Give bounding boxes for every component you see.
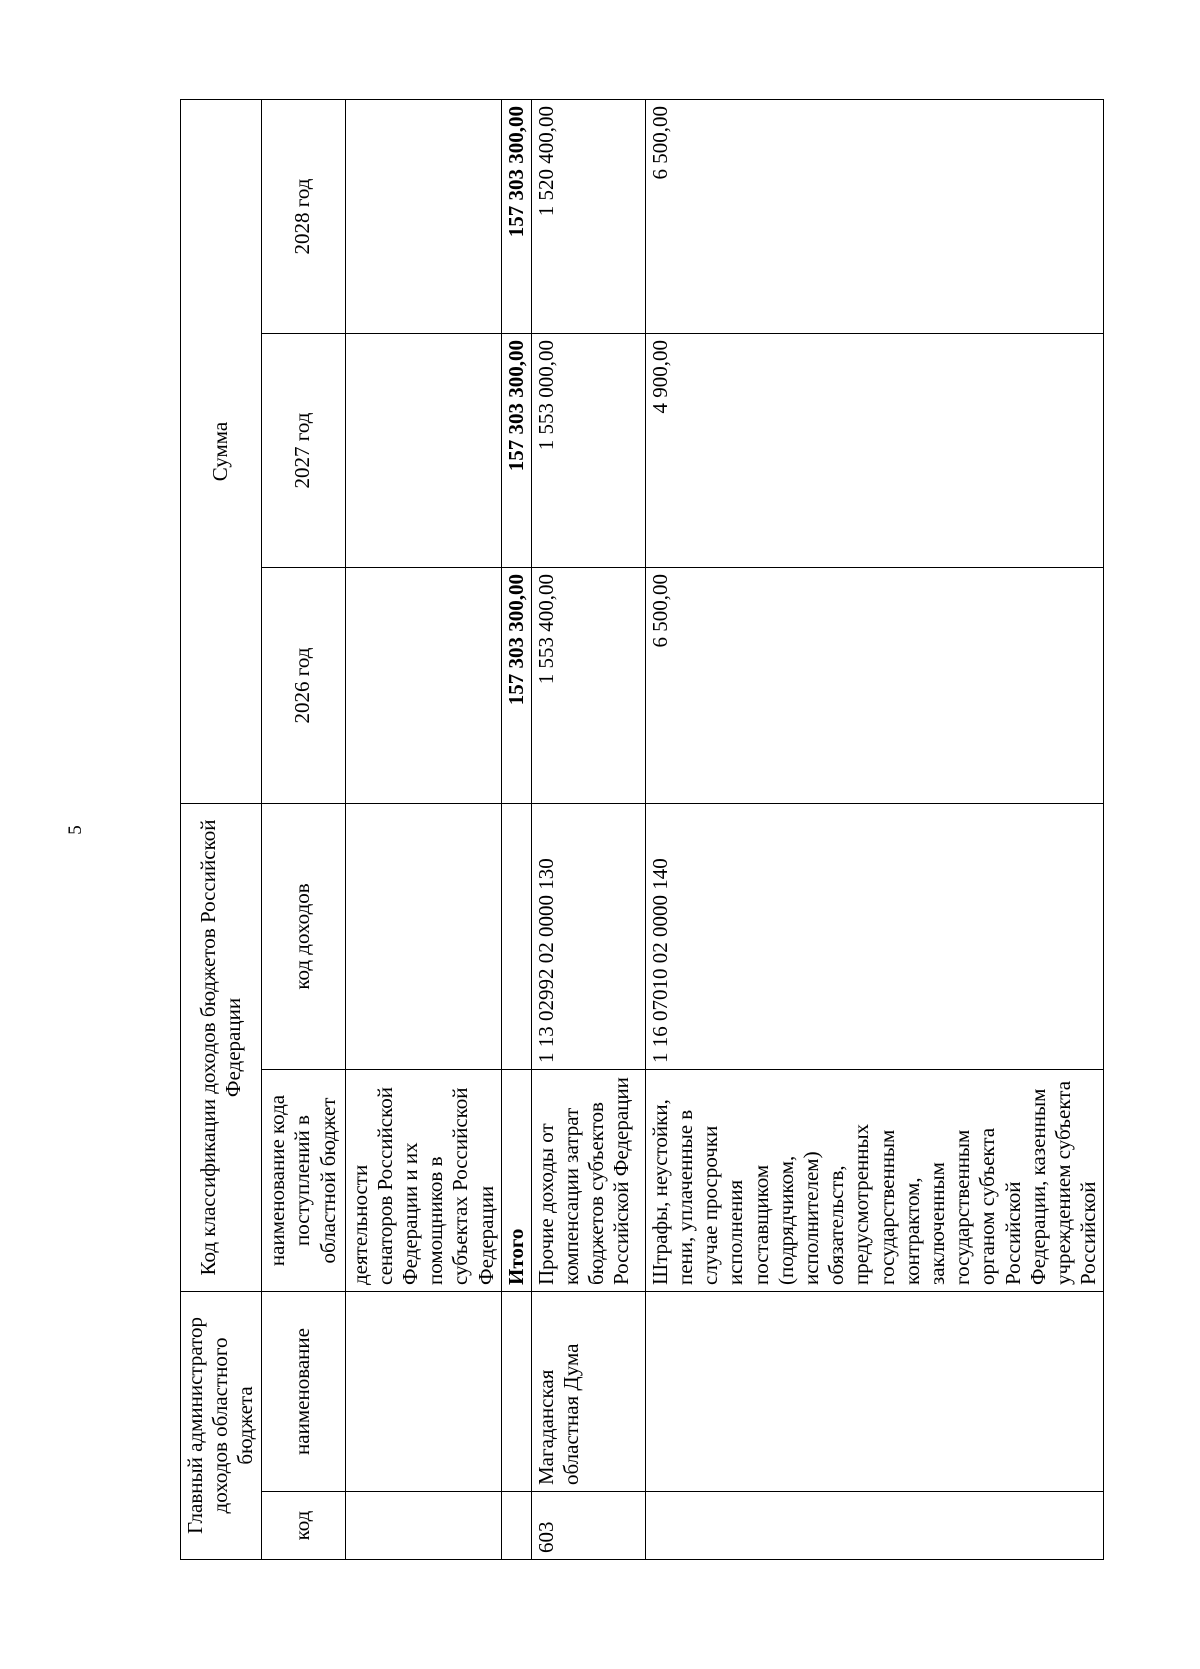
table-row xyxy=(345,99,501,1559)
cell-name: Магаданская областная Дума xyxy=(531,1292,645,1492)
header-revenue-code: код доходов xyxy=(261,803,345,1069)
header-2026: 2026 год xyxy=(261,567,345,803)
cell-revenue-code: 1 16 07010 02 0000 140 xyxy=(645,803,1103,1069)
cell-code xyxy=(345,1492,501,1560)
header-admin-group: Главный администратор доходов областного бюджета xyxy=(181,1292,262,1560)
cell-total-2026: 157 303 300,00 xyxy=(501,567,531,803)
header-2028: 2028 год xyxy=(261,99,345,333)
cell-name xyxy=(345,1292,501,1492)
cell-revenue-name: Штрафы, неустойки, пени, уплаченные в случае просрочки исполнения поставщиком (подрядчиком, исполнителем) обязательств, предусмотренных государственным контрактом, заключенным государственным органом субъекта Российской Федерации, казенным учреждением субъекта Российской xyxy=(645,1070,1103,1292)
cell-2026: 6 500,00 xyxy=(645,567,1103,803)
header-classification-group: Код классификации доходов бюджетов Российской Федерации xyxy=(181,803,262,1291)
header-name: наименование xyxy=(261,1292,345,1492)
cell-code xyxy=(645,1492,1103,1560)
cell-name xyxy=(501,1292,531,1492)
cell-revenue-code xyxy=(345,803,501,1069)
cell-2027: 1 553 000,00 xyxy=(531,333,645,567)
cell-revenue-name: Прочие доходы от компенсации затрат бюджетов субъектов Российской Федерации xyxy=(531,1070,645,1292)
header-revenue-name: наименование кода поступлений в областной бюджет xyxy=(261,1070,345,1292)
cell-2028: 1 520 400,00 xyxy=(531,99,645,333)
cell-total-2027: 157 303 300,00 xyxy=(501,333,531,567)
header-sum-group: Сумма xyxy=(181,99,262,803)
page-number: 5 xyxy=(65,825,86,835)
table-row-total xyxy=(501,99,531,1559)
cell-2028 xyxy=(345,99,501,333)
table-row xyxy=(531,99,645,1559)
cell-name xyxy=(645,1292,1103,1492)
revenue-table xyxy=(180,99,1104,1560)
cell-revenue-code xyxy=(501,803,531,1069)
cell-2027 xyxy=(345,333,501,567)
cell-2027: 4 900,00 xyxy=(645,333,1103,567)
cell-2028: 6 500,00 xyxy=(645,99,1103,333)
cell-total-2028: 157 303 300,00 xyxy=(501,99,531,333)
cell-2026: 1 553 400,00 xyxy=(531,567,645,803)
cell-revenue-name: деятельности сенаторов Российской Федерации и их помощников в субъектах Российской Федерации xyxy=(345,1070,501,1292)
cell-total-label: Итого xyxy=(501,1070,531,1292)
rotated-page-content xyxy=(180,100,1120,1560)
cell-code: 603 xyxy=(531,1492,645,1560)
table-row xyxy=(645,99,1103,1559)
cell-2026 xyxy=(345,567,501,803)
cell-revenue-code: 1 13 02992 02 0000 130 xyxy=(531,803,645,1069)
cell-code xyxy=(501,1492,531,1560)
header-2027: 2027 год xyxy=(261,333,345,567)
header-code: код xyxy=(261,1492,345,1560)
